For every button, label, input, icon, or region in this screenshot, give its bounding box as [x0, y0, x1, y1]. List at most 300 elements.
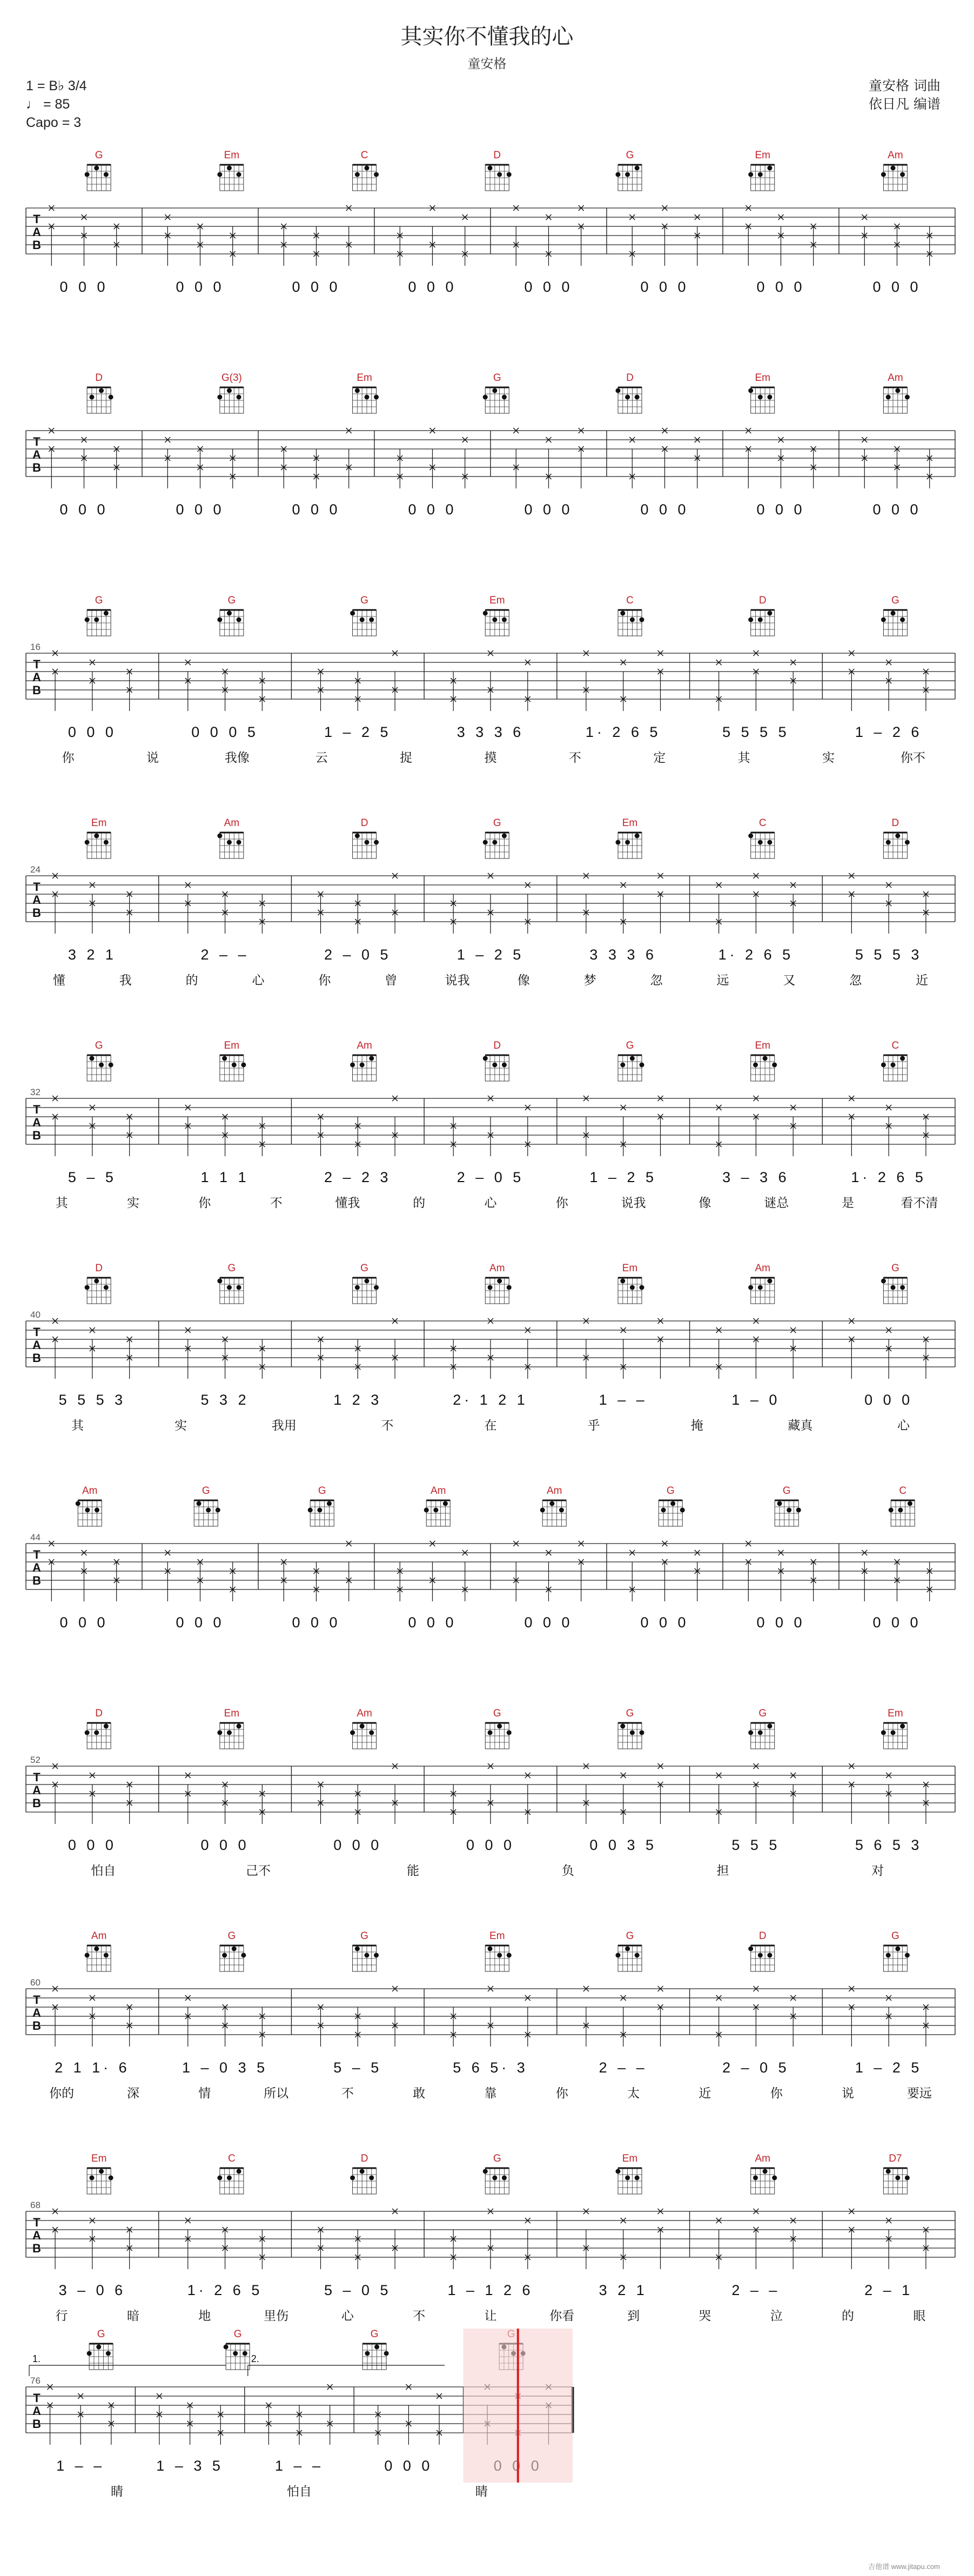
lyric-syllable: 远: [716, 974, 729, 988]
chord-finger-dot: [620, 1724, 625, 1729]
measure-number: 16: [30, 642, 41, 652]
key-signature: 1 = B♭ 3/4: [26, 78, 87, 93]
chord-finger-dot: [767, 840, 772, 845]
chord-name: G: [227, 1263, 236, 1274]
tab-clef-letter: B: [32, 238, 41, 252]
chord-finger-dot: [620, 1063, 625, 1068]
chord-finger-dot: [106, 2351, 111, 2356]
chord-finger-dot: [507, 1285, 512, 1290]
chord-name: C: [360, 150, 368, 161]
chord-finger-dot: [217, 834, 222, 838]
lyric-syllable: 担: [716, 1864, 729, 1878]
lyric-syllable: 我用: [271, 1419, 297, 1433]
chord-finger-dot: [758, 1953, 763, 1958]
chord-finger-dot: [355, 1285, 360, 1290]
chord-name: Am: [431, 1485, 446, 1497]
chord-finger-dot: [753, 1063, 758, 1068]
chord-finger-dot: [217, 395, 222, 400]
chord-finger-dot: [772, 1063, 777, 1068]
lyric-syllable: 看不清: [901, 1196, 938, 1210]
lyric-syllable: 实: [822, 751, 835, 765]
chord-finger-dot: [374, 840, 379, 845]
lyric-syllable: 曾: [385, 974, 398, 988]
chord-finger-dot: [507, 1953, 512, 1958]
jianpu-measure: 5 5 5 3: [855, 947, 923, 963]
chord-finger-dot: [881, 172, 886, 177]
chord-finger-dot: [758, 1285, 763, 1290]
jianpu-measure: 0 0 0: [59, 1614, 109, 1631]
measure-number: 32: [30, 1087, 41, 1097]
chord-finger-dot: [241, 1953, 246, 1958]
lyric-syllable: 其: [55, 1196, 68, 1210]
chord-finger-dot: [374, 2345, 379, 2350]
chord-finger-dot: [217, 2176, 222, 2181]
chord-name: D: [493, 150, 501, 161]
jianpu-measure: 0 0 0: [466, 1837, 515, 1853]
chord-finger-dot: [237, 1724, 241, 1729]
chord-finger-dot: [355, 1947, 360, 1951]
jianpu-measure: 0 0 0: [864, 1392, 913, 1408]
chord-finger-dot: [350, 611, 355, 616]
chord-finger-dot: [758, 618, 763, 622]
chord-finger-dot: [616, 2169, 621, 2174]
chord-name: G: [227, 595, 236, 606]
chord-finger-dot: [85, 618, 90, 622]
chord-finger-dot: [104, 1953, 109, 1958]
chord-finger-dot: [364, 395, 369, 400]
chord-finger-dot: [237, 840, 241, 845]
chord-finger-dot: [881, 618, 886, 622]
chord-finger-dot: [680, 1508, 685, 1513]
jianpu-measure: 0 0 0: [872, 1614, 922, 1631]
chord-finger-dot: [224, 2345, 229, 2350]
chord-finger-dot: [232, 1063, 237, 1068]
chord-finger-dot: [635, 1953, 640, 1958]
chord-finger-dot: [217, 1279, 222, 1284]
chord-finger-dot: [748, 172, 753, 177]
jianpu-measure: 2 – –: [200, 947, 250, 963]
chord-finger-dot: [104, 1724, 109, 1729]
ending-number: 2.: [251, 2353, 259, 2364]
chord-finger-dot: [350, 2176, 355, 2181]
chord-name: G: [360, 1263, 368, 1274]
chord-finger-dot: [758, 395, 763, 400]
jianpu-measure: 0 0 3 5: [589, 1837, 657, 1853]
chord-name: Am: [357, 1708, 372, 1719]
chord-finger-dot: [374, 1285, 379, 1290]
jianpu-measure: 0 0 0: [756, 1614, 805, 1631]
chord-name: D: [493, 1040, 501, 1051]
chord-finger-dot: [360, 1063, 365, 1068]
chord-finger-dot: [881, 1730, 886, 1735]
chord-finger-dot: [488, 166, 493, 171]
lyric-syllable: 你: [555, 2087, 568, 2101]
chord-finger-dot: [635, 2176, 640, 2181]
chord-name: C: [899, 1485, 907, 1497]
chord-name: Am: [91, 1930, 107, 1942]
tab-clef-letter: T: [33, 1103, 41, 1116]
chord-finger-dot: [758, 1730, 763, 1735]
chord-finger-dot: [360, 1724, 365, 1729]
lyric-syllable: 你: [62, 751, 75, 765]
chord-finger-dot: [502, 395, 507, 400]
lyric-syllable: 眼: [913, 2309, 926, 2323]
tab-clef-letter: A: [32, 1783, 41, 1797]
chord-finger-dot: [85, 1508, 90, 1513]
chord-finger-dot: [891, 166, 896, 171]
chord-finger-dot: [891, 1730, 896, 1735]
jianpu-measure: 0 0 0: [176, 279, 225, 295]
jianpu-measure: 0 0 0: [200, 1837, 250, 1853]
chord-name: G: [318, 1485, 326, 1497]
chord-finger-dot: [767, 611, 772, 616]
chord-name: Em: [622, 817, 638, 829]
chord-finger-dot: [625, 2176, 630, 2181]
song-title: 其实你不懂我的心: [400, 24, 574, 49]
tab-clef-letter: A: [32, 2006, 41, 2020]
chord-finger-dot: [748, 388, 753, 393]
chord-finger-dot: [640, 1063, 644, 1068]
chord-finger-dot: [881, 1279, 886, 1284]
chord-finger-dot: [85, 172, 90, 177]
chord-finger-dot: [763, 1056, 768, 1061]
tab-clef-letter: T: [33, 658, 41, 671]
chord-name: C: [758, 817, 767, 829]
jianpu-measure: 0 0 0: [333, 1837, 382, 1853]
lyric-syllable: 太: [627, 2087, 640, 2101]
measure-number: 52: [30, 1755, 41, 1765]
chord-name: D: [758, 595, 767, 606]
chord-finger-dot: [443, 1501, 448, 1506]
chord-finger-dot: [94, 618, 99, 622]
chord-finger-dot: [497, 1279, 502, 1284]
chord-finger-dot: [640, 1730, 644, 1735]
chord-finger-dot: [222, 1056, 227, 1061]
jianpu-measure: 5 5 5 5: [722, 724, 790, 740]
jianpu-measure: 0 0 0: [756, 501, 805, 518]
chord-name: C: [227, 2153, 236, 2164]
jianpu-measure: 1 – 2 5: [456, 947, 525, 963]
lyric-syllable: 心: [341, 2309, 354, 2323]
lyric-syllable: 你: [318, 974, 331, 988]
tab-clef-letter: A: [32, 1338, 41, 1352]
jianpu-measure: 1 – 3 5: [156, 2458, 224, 2474]
chord-finger-dot: [900, 618, 905, 622]
chord-finger-dot: [635, 834, 640, 838]
lyric-syllable: 你不: [900, 751, 925, 765]
jianpu-measure: 0 0 0: [292, 501, 341, 518]
jianpu-measure: 1 – 0: [731, 1392, 781, 1408]
chord-finger-dot: [237, 618, 241, 622]
jianpu-measure: 1· 2 6 5: [187, 2282, 263, 2298]
chord-name: Am: [357, 1040, 372, 1051]
chord-name: Am: [547, 1485, 562, 1497]
chord-finger-dot: [355, 834, 360, 838]
chord-finger-dot: [891, 611, 896, 616]
measure-number: 60: [30, 1977, 41, 1988]
lyric-syllable: 的: [413, 1196, 426, 1210]
chord-name: G: [666, 1485, 675, 1497]
chord-finger-dot: [772, 2176, 777, 2181]
chord-finger-dot: [237, 172, 241, 177]
jianpu-measure: 2 1 1· 6: [55, 2060, 130, 2076]
lyric-syllable: 睛: [111, 2485, 124, 2499]
lyric-syllable: 我像: [224, 751, 250, 765]
jianpu-measure: 2· 1 2 1: [453, 1392, 528, 1408]
jianpu-measure: 5 6 5· 3: [453, 2060, 528, 2076]
tab-clef-letter: T: [33, 1993, 41, 2007]
chord-finger-dot: [109, 2176, 113, 2181]
chord-finger-dot: [497, 172, 502, 177]
chord-finger-dot: [753, 2176, 758, 2181]
chord-name: C: [891, 1040, 899, 1051]
chord-finger-dot: [881, 1063, 886, 1068]
jianpu-measure: 0 0 0: [408, 1614, 457, 1631]
chord-finger-dot: [94, 1730, 99, 1735]
chord-finger-dot: [433, 1508, 438, 1513]
chord-finger-dot: [502, 834, 507, 838]
chord-finger-dot: [89, 395, 94, 400]
chord-finger-dot: [616, 840, 621, 845]
lyric-syllable: 不: [413, 2309, 426, 2323]
chord-name: G: [95, 595, 103, 606]
lyric-syllable: 你: [555, 1196, 568, 1210]
chord-finger-dot: [355, 388, 360, 393]
jianpu-measure: 2 – 0 5: [324, 947, 392, 963]
lyric-syllable: 怕自: [91, 1864, 116, 1878]
chord-finger-dot: [492, 2176, 497, 2181]
lyric-syllable: 不: [568, 751, 581, 765]
chord-finger-dot: [227, 840, 232, 845]
chord-finger-dot: [763, 2169, 768, 2174]
chord-name: G: [95, 1040, 103, 1051]
chord-finger-dot: [483, 1056, 488, 1061]
jianpu-measure: 5 5 5 3: [58, 1392, 126, 1408]
jianpu-measure: 0 0 0: [756, 279, 805, 295]
chord-name: G: [201, 1485, 210, 1497]
chord-finger-dot: [237, 1285, 241, 1290]
chord-finger-dot: [327, 1501, 332, 1506]
chord-finger-dot: [222, 1953, 227, 1958]
chord-finger-dot: [625, 395, 630, 400]
chord-finger-dot: [905, 395, 910, 400]
chord-finger-dot: [227, 2176, 232, 2181]
tab-clef-letter: A: [32, 225, 41, 239]
lyric-syllable: 谜总: [764, 1196, 789, 1210]
measure-number: 44: [30, 1532, 41, 1542]
tab-clef-letter: T: [33, 1325, 41, 1339]
chord-name: G: [782, 1485, 791, 1497]
tab-clef-letter: B: [32, 1351, 41, 1365]
chord-finger-dot: [900, 172, 905, 177]
jianpu-measure: 2 – –: [599, 2060, 648, 2076]
chord-finger-dot: [85, 840, 90, 845]
chord-name: G: [626, 1930, 634, 1942]
chord-finger-dot: [369, 2176, 374, 2181]
jianpu-measure: 2 – –: [731, 2282, 781, 2298]
capo-marking: Capo = 3: [26, 115, 82, 130]
chord-finger-dot: [217, 172, 222, 177]
chord-finger-dot: [767, 1279, 772, 1284]
chord-finger-dot: [895, 388, 900, 393]
chord-finger-dot: [886, 1953, 891, 1958]
chord-name: G: [370, 2329, 379, 2340]
chord-name: G: [493, 1708, 501, 1719]
chord-name: D: [758, 1930, 767, 1942]
chord-finger-dot: [620, 611, 625, 616]
chord-finger-dot: [620, 1279, 625, 1284]
chord-finger-dot: [364, 166, 369, 171]
jianpu-measure: 0 0 0: [176, 501, 225, 518]
chord-name: Am: [888, 372, 903, 384]
jianpu-measure: 1 1 1: [200, 1169, 250, 1185]
chord-name: Em: [489, 595, 505, 606]
lyric-syllable: 其: [71, 1419, 84, 1433]
chord-finger-dot: [85, 1730, 90, 1735]
chord-finger-dot: [233, 2351, 238, 2356]
chord-finger-dot: [640, 618, 644, 622]
tab-clef-letter: A: [32, 2229, 41, 2242]
tab-clef-letter: T: [33, 212, 41, 226]
chord-finger-dot: [502, 618, 507, 622]
jianpu-measure: 0 0 0: [524, 501, 573, 518]
lyric-syllable: 心: [897, 1419, 910, 1433]
lyric-syllable: 所以: [264, 2087, 289, 2101]
lyric-syllable: 捉: [400, 751, 413, 765]
chord-finger-dot: [355, 172, 360, 177]
chord-name: Am: [755, 2153, 770, 2164]
lyric-syllable: 云: [315, 751, 328, 765]
measure-number: 68: [30, 2200, 41, 2210]
jianpu-measure: 0 0 0: [524, 279, 573, 295]
jianpu-measure: 0 0 0: [292, 279, 341, 295]
chord-finger-dot: [507, 1730, 512, 1735]
tab-clef-letter: B: [32, 1574, 41, 1587]
chord-finger-dot: [488, 1730, 493, 1735]
jianpu-measure: 1· 2 6 5: [585, 724, 661, 740]
lyric-syllable: 不: [341, 2087, 354, 2101]
jianpu-measure: 1 – 0 3 5: [182, 2060, 268, 2076]
chord-finger-dot: [625, 840, 630, 845]
chord-finger-dot: [241, 1063, 246, 1068]
chord-finger-dot: [559, 1508, 564, 1513]
lyric-syllable: 你: [198, 1196, 211, 1210]
chord-name: C: [626, 595, 634, 606]
chord-finger-dot: [767, 395, 772, 400]
jianpu-measure: 0 0 0 5: [191, 724, 259, 740]
chord-finger-dot: [76, 1501, 80, 1506]
tab-clef-letter: B: [32, 1796, 41, 1810]
chord-finger-dot: [661, 1508, 666, 1513]
chord-finger-dot: [748, 834, 753, 838]
jianpu-measure: 0 0 0: [384, 2458, 433, 2474]
chord-name: Am: [224, 817, 240, 829]
chord-name: Em: [91, 2153, 107, 2164]
lyric-syllable: 梦: [583, 974, 596, 988]
lyric-syllable: 实: [174, 1419, 187, 1433]
chord-name: G: [493, 372, 501, 384]
chord-finger-dot: [89, 2176, 94, 2181]
jianpu-measure: 0 0 0: [292, 1614, 341, 1631]
chord-name: Em: [91, 817, 107, 829]
chord-finger-dot: [748, 1285, 753, 1290]
chord-finger-dot: [99, 1063, 104, 1068]
jianpu-measure: 0 0 0: [68, 724, 117, 740]
lyric-syllable: 情: [198, 2087, 211, 2101]
chord-finger-dot: [886, 840, 891, 845]
lyric-syllable: 靠: [484, 2087, 497, 2101]
chord-name: Em: [224, 1040, 240, 1051]
lyric-syllable: 说: [842, 2087, 855, 2101]
chord-finger-dot: [640, 1285, 644, 1290]
chord-finger-dot: [227, 1730, 232, 1735]
tab-clef-letter: A: [32, 1561, 41, 1574]
chord-name: D: [626, 372, 634, 384]
jianpu-measure: 0 0 0: [68, 1837, 117, 1853]
tab-clef-letter: B: [32, 2417, 41, 2431]
lyric-syllable: 负: [561, 1864, 574, 1878]
chord-finger-dot: [492, 840, 497, 845]
chord-finger-dot: [227, 611, 232, 616]
tab-clef-letter: A: [32, 1116, 41, 1129]
tab-clef-letter: B: [32, 906, 41, 920]
lyric-syllable: 行: [55, 2309, 68, 2323]
tab-clef-letter: T: [33, 435, 41, 448]
jianpu-measure: 0 0 0: [408, 501, 457, 518]
chord-finger-dot: [630, 1285, 635, 1290]
chord-finger-dot: [488, 1947, 493, 1951]
chord-finger-dot: [206, 1508, 211, 1513]
lyric-syllable: 说我: [445, 974, 470, 988]
chord-finger-dot: [886, 2169, 891, 2174]
chord-finger-dot: [197, 1501, 201, 1506]
tempo-marking: ♩ = 85: [26, 97, 70, 112]
chord-finger-dot: [488, 1285, 493, 1290]
jianpu-measure: 0 0 0: [59, 501, 109, 518]
chord-finger-dot: [767, 166, 772, 171]
chord-finger-dot: [758, 172, 763, 177]
chord-finger-dot: [895, 1947, 900, 1951]
jianpu-measure: 1 – –: [599, 1392, 648, 1408]
lyric-syllable: 近: [916, 974, 929, 988]
lyric-syllable: 对: [871, 1864, 884, 1878]
chord-name: Em: [224, 1708, 240, 1719]
jianpu-measure: 2 – 2 3: [324, 1169, 392, 1185]
chord-finger-dot: [227, 388, 232, 393]
lyric-syllable: 我: [119, 974, 132, 988]
chord-finger-dot: [616, 172, 621, 177]
ending-number: 1.: [32, 2353, 41, 2364]
chord-finger-dot: [94, 166, 99, 171]
chord-finger-dot: [217, 1730, 222, 1735]
jianpu-measure: 1 – 1 2 6: [447, 2282, 534, 2298]
chord-finger-dot: [492, 1063, 497, 1068]
chord-finger-dot: [308, 1508, 313, 1513]
lyric-syllable: 不: [270, 1196, 283, 1210]
jianpu-measure: 2 – 1: [864, 2282, 913, 2298]
lyric-syllable: 你: [770, 2087, 783, 2101]
chord-finger-dot: [364, 840, 369, 845]
chord-name: Em: [755, 372, 770, 384]
chord-name: G: [360, 595, 368, 606]
lyric-syllable: 心: [484, 1196, 497, 1210]
credit-arranger: 依日凡 编谱: [869, 96, 941, 112]
chord-finger-dot: [317, 1508, 322, 1513]
chord-finger-dot: [369, 1056, 374, 1061]
jianpu-measure: 3 3 3 6: [589, 947, 657, 963]
lyric-syllable: 定: [653, 751, 666, 765]
chord-finger-dot: [748, 1730, 753, 1735]
